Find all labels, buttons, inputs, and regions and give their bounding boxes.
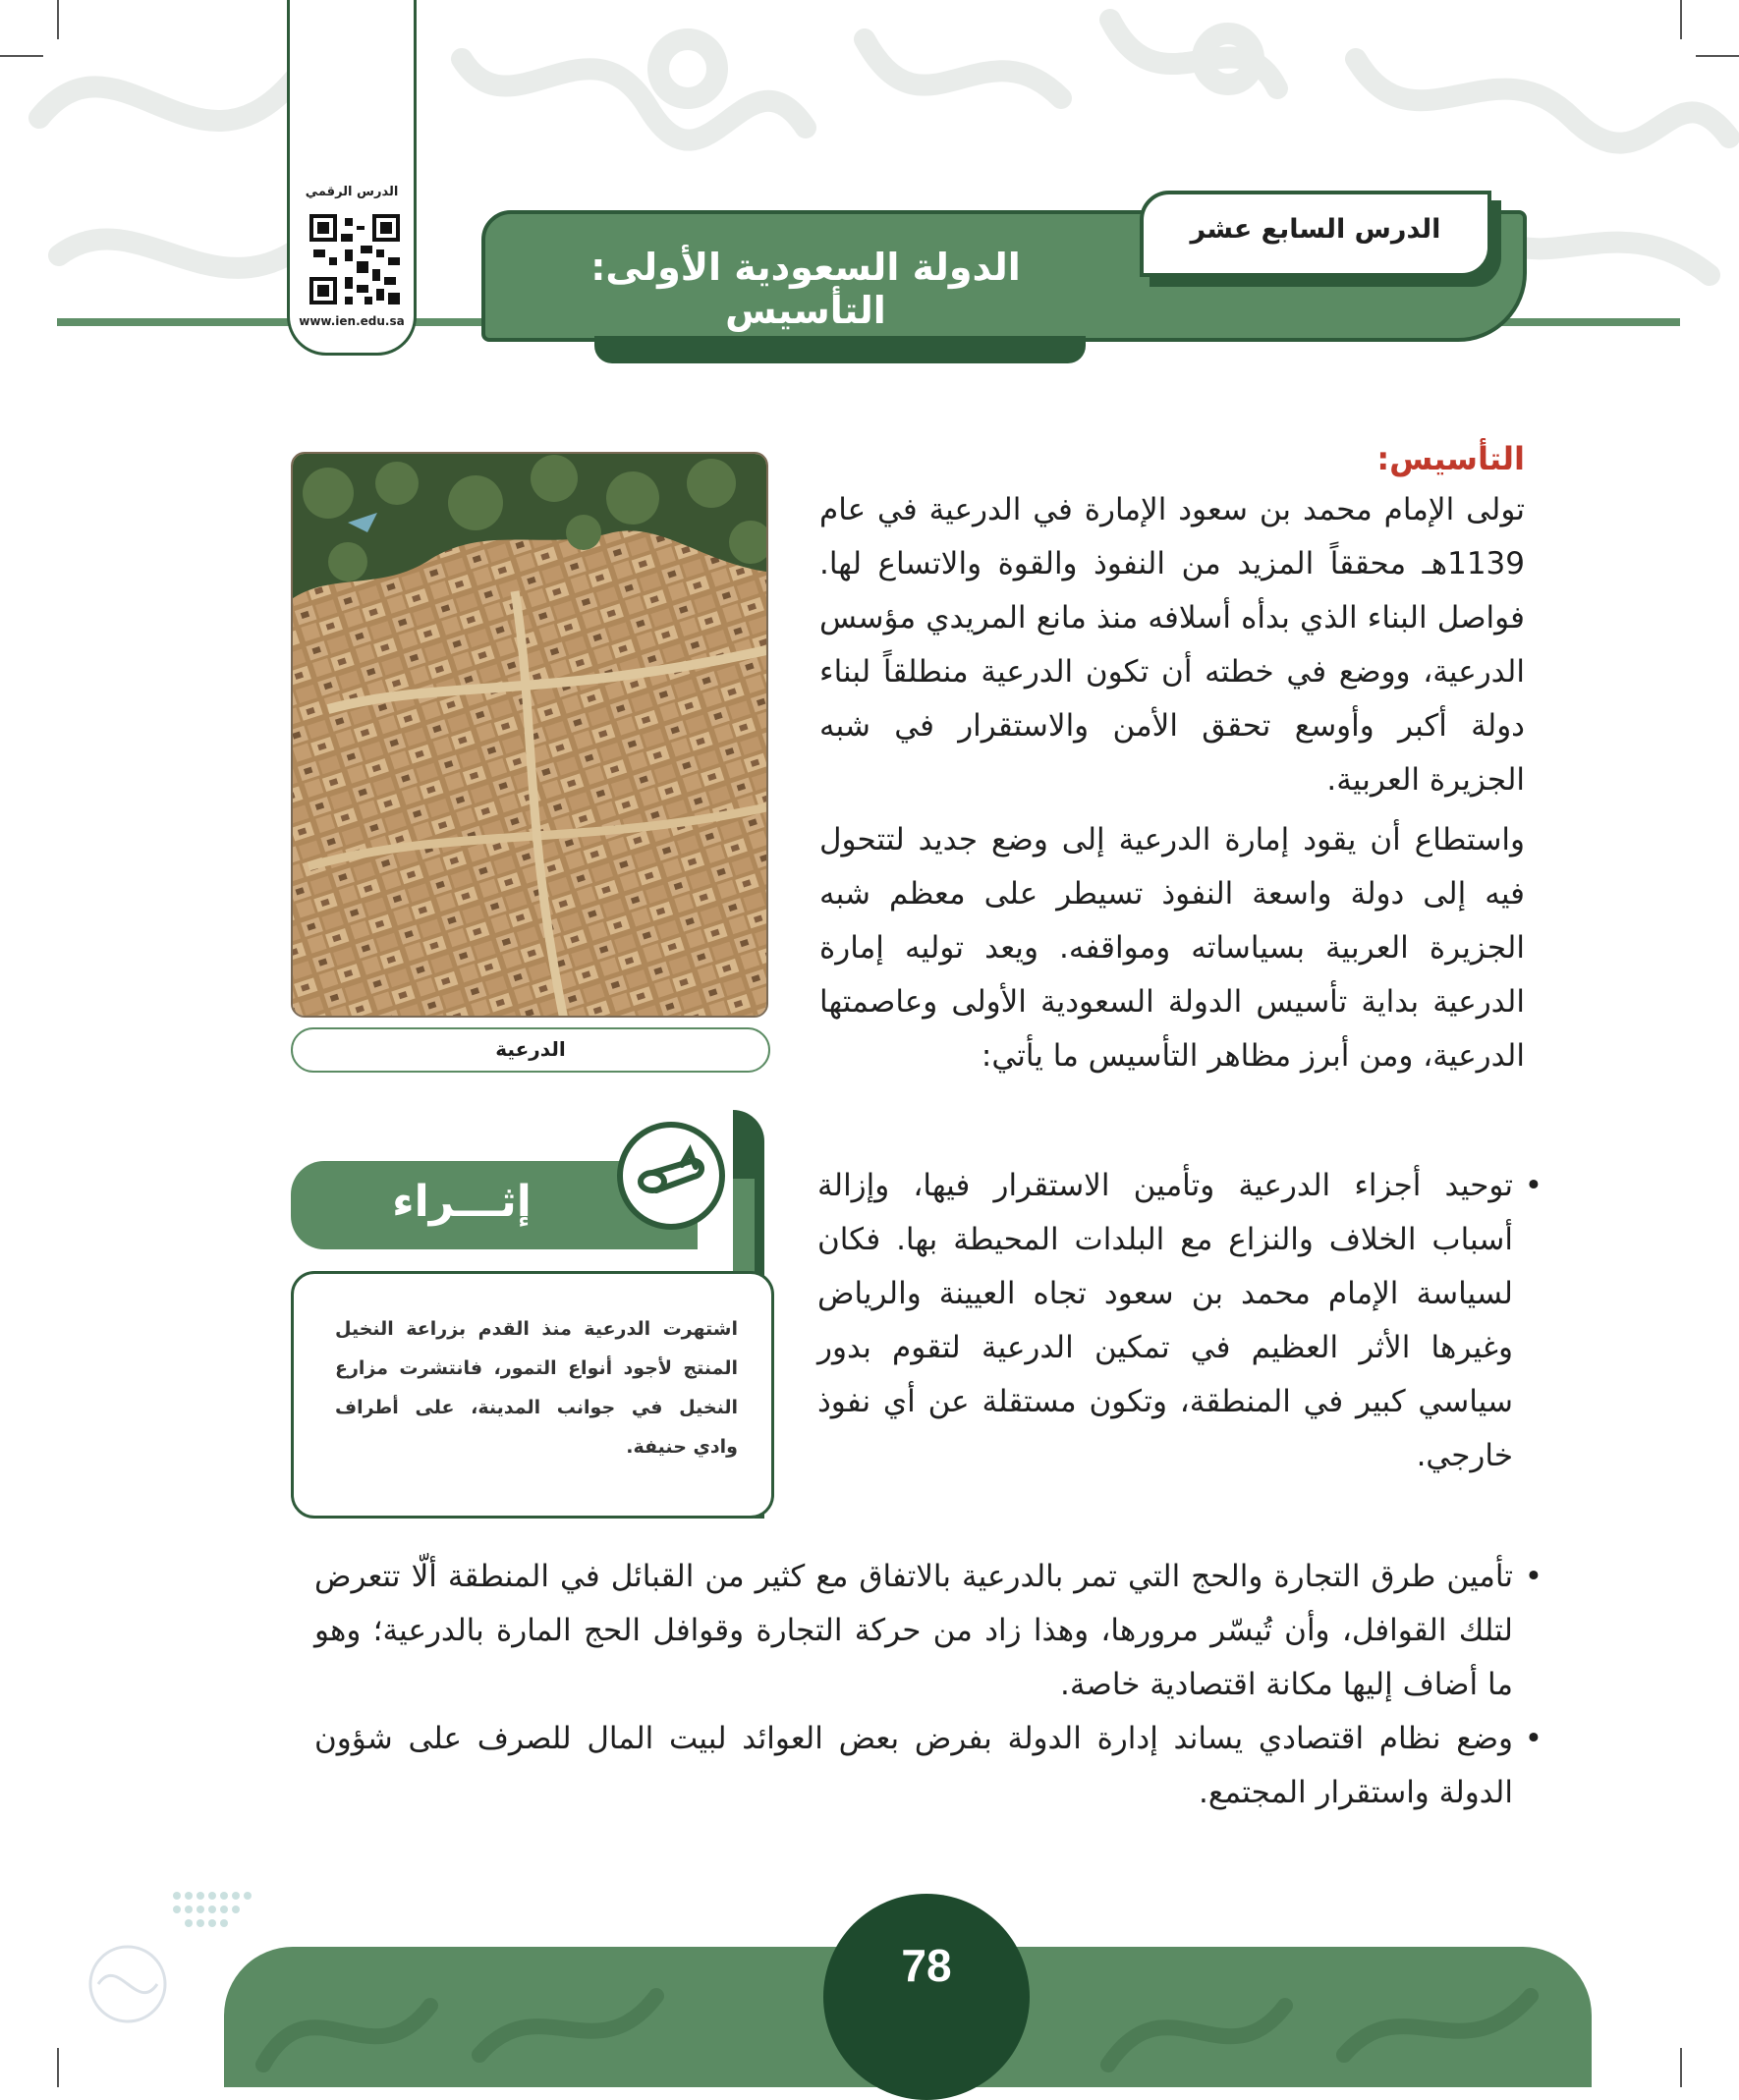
qr-code-icon[interactable] <box>309 214 400 304</box>
digital-lesson-label: الدرس الرقمي <box>305 185 399 199</box>
scroll-icon <box>623 1128 719 1224</box>
enrichment-badge <box>617 1122 725 1230</box>
lesson-number: الدرس السابع عشر <box>1190 214 1441 245</box>
ministry-logo <box>69 1886 334 2033</box>
enrichment-box <box>291 1271 774 1519</box>
crop-mark <box>57 0 59 39</box>
photo-caption-box <box>291 1027 770 1073</box>
digital-lesson-url[interactable]: www.ien.edu.sa <box>299 314 405 328</box>
crop-mark <box>1680 0 1682 39</box>
page-number: 78 <box>901 1940 952 1991</box>
lesson-title: الدولة السعودية الأولى: التأسيس <box>590 246 1021 332</box>
lesson-number-badge <box>1140 191 1491 277</box>
title-banner-tab <box>594 336 1086 363</box>
crop-mark <box>0 55 43 57</box>
enrichment-title: إثـــراء <box>392 1177 532 1227</box>
enrichment-text: اشتهرت الدرعية منذ القدم بزراعة النخيل المنتج لأجود أنواع التمور، فانتشرت مزارع النخيل في جوانب المدينة، على أطراف وادي حنيفة. <box>335 1318 738 1458</box>
paragraph: تولى الإمام محمد بن سعود الإمارة في الدرعية في عام 1139هـ محققاً المزيد من النفوذ والقوة والاتساع لها. فواصل البناء الذي بدأه أسلافه منذ مانع المريدي مؤسس الدرعية، ووضع في خطته أن تكون الدرعية منطلقاً لبناء دولة أكبر وأوسع تحقق الأمن والاستقرار في شبه الجزيرة العربية. <box>819 492 1525 798</box>
bullet-list <box>817 1159 1543 1483</box>
crop-mark <box>57 2048 59 2087</box>
list-item: • توحيد أجزاء الدرعية وتأمين الاستقرار فيها، وإزالة أسباب الخلاف والنزاع مع البلدات المحيطة بها. فكان لسياسة الإمام محمد بن سعود تجاه العيينة والرياض وغيرها الأثر العظيم في تمكين الدرعية لتقوم بدور سياسي كبير في المنطقة، وتكون مستقلة عن أي نفوذ خارجي. <box>817 1159 1543 1483</box>
section-heading: التأسيس: <box>1376 440 1525 477</box>
crop-mark <box>1696 55 1739 57</box>
photo-caption: الدرعية <box>495 1037 566 1061</box>
digital-lesson-tab[interactable] <box>287 0 417 356</box>
page-number-circle <box>823 1894 1030 2100</box>
paragraph: واستطاع أن يقود إمارة الدرعية إلى وضع جديد لتتحول فيه إلى دولة واسعة النفوذ تسيطر على معظم شبه الجزيرة العربية بسياساته ومواقفه. ويعد توليه إمارة الدرعية بداية تأسيس الدولة السعودية الأولى وعاصمتها الدرعية، ومن أبرز مظاهر التأسيس ما يأتي: <box>819 822 1525 1074</box>
crop-mark <box>1680 2048 1682 2087</box>
bullet-list <box>314 1550 1543 1820</box>
list-item: • وضع نظام اقتصادي يساند إدارة الدولة بفرض بعض العوائد لبيت المال للصرف على شؤون الدولة واستقرار المجتمع. <box>314 1712 1543 1820</box>
diriyah-aerial-photo <box>291 452 768 1018</box>
list-item: • تأمين طرق التجارة والحج التي تمر بالدرعية بالاتفاق مع كثير من القبائل في المنطقة ألّا تتعرض لتلك القوافل، وأن تُيسّر مرورها، وهذا زاد من حركة التجارة وقوافل الحج المارة بالدرعية؛ وهو ما أضاف إليها مكانة اقتصادية خاصة. <box>314 1550 1543 1712</box>
